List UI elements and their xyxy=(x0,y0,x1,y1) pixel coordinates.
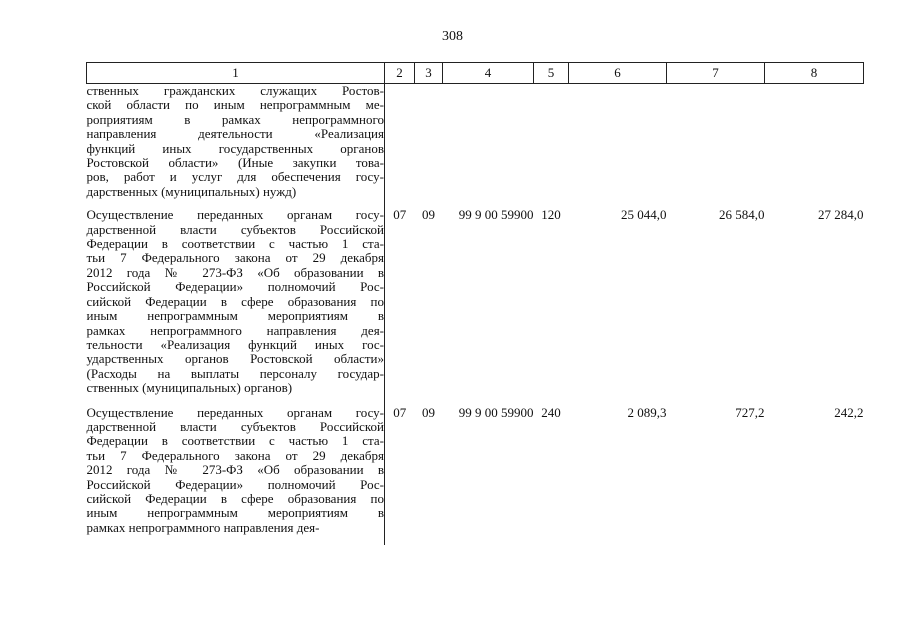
header-row xyxy=(87,63,864,84)
description-line: сийской Федерации в сфере образования по xyxy=(86,293,384,309)
description-line: Федерации в соответствии с частью 1 ста- xyxy=(86,433,384,449)
expense-description xyxy=(87,406,385,546)
table-row xyxy=(87,406,864,546)
table-row xyxy=(87,84,864,209)
description-line: ственных гражданских служащих Ростов- xyxy=(86,83,384,98)
description-line: роприятиям в рамках непрограммного xyxy=(86,111,384,127)
description-line: ударственных органов Ростовской области» xyxy=(86,351,384,367)
section-code xyxy=(385,84,415,209)
description-line: Осуществление переданных органам госу- xyxy=(86,207,384,223)
amount-col-8 xyxy=(765,84,864,209)
header-col-4: 4 xyxy=(443,63,534,84)
page-number: 308 xyxy=(442,29,463,44)
description-line: тьи 7 Федерального закона от 29 декабря xyxy=(86,447,384,463)
header-col-7: 7 xyxy=(667,63,765,84)
subsection-code: 09 xyxy=(422,207,435,223)
description-line: дарственной власти субъектов Российской xyxy=(86,221,384,237)
section-code: 07 xyxy=(393,404,407,420)
amount-col-6 xyxy=(569,84,667,209)
target-article-code: 99 9 00 59900 xyxy=(458,207,534,223)
description-line: иным непрограммным мероприятиям в xyxy=(86,505,384,521)
description-line: 2012 года № 273-ФЗ «Об образовании в xyxy=(86,462,384,478)
subsection-code: 09 xyxy=(422,404,435,420)
description-line: дарственной власти субъектов Российской xyxy=(86,418,384,434)
table-row xyxy=(87,208,864,405)
header-col-6: 6 xyxy=(569,63,667,84)
budget-table xyxy=(86,62,864,545)
amount-col-8: 242,2 xyxy=(834,404,864,420)
expense-type-code: 240 xyxy=(541,404,561,420)
description-line: ской области по иным непрограммным ме- xyxy=(86,97,384,113)
description-line: тельности «Реализация функций иных гос- xyxy=(86,336,384,352)
description-line: направления деятельности «Реализация xyxy=(86,126,384,142)
header-col-2: 2 xyxy=(385,63,415,84)
amount-col-8: 27 284,0 xyxy=(818,207,864,223)
header-col-1: 1 xyxy=(87,63,385,84)
amount-col-7: 727,2 xyxy=(735,404,765,420)
amount-col-7 xyxy=(667,84,765,209)
description-line: ров, работ и услуг для обеспечения госу- xyxy=(86,169,384,185)
description-line: Осуществление переданных органам госу- xyxy=(86,404,384,420)
expense-type-code: 120 xyxy=(541,207,561,223)
target-article-code: 99 9 00 59900 xyxy=(458,404,534,420)
description-line: ственных (муниципальных) органов) xyxy=(86,380,293,396)
header-col-3: 3 xyxy=(415,63,443,84)
amount-col-7: 26 584,0 xyxy=(719,207,765,223)
target-article-code xyxy=(443,84,534,209)
description-line: Российской Федерации» полномочий Рос- xyxy=(86,476,384,492)
description-line: сийской Федерации в сфере образования по xyxy=(86,490,384,506)
description-line: 2012 года № 273-ФЗ «Об образовании в xyxy=(86,264,384,280)
expense-description xyxy=(87,208,385,405)
description-line: рамках непрограммного направления дея- xyxy=(86,322,384,338)
description-line: Ростовской области» (Иные закупки това- xyxy=(86,155,384,171)
description-line: (Расходы на выплаты персоналу государ- xyxy=(86,365,384,381)
description-line: тьи 7 Федерального закона от 29 декабря xyxy=(86,250,384,266)
description-line: функций иных государственных органов xyxy=(86,140,384,156)
description-line: Российской Федерации» полномочий Рос- xyxy=(86,279,384,295)
description-line: рамках непрограммного направления дея- xyxy=(86,519,320,535)
description-line: Федерации в соответствии с частью 1 ста- xyxy=(86,236,384,252)
description-line: иным непрограммным мероприятиям в xyxy=(86,308,384,324)
expense-type-code xyxy=(534,84,569,209)
subsection-code xyxy=(415,84,443,209)
amount-col-6: 2 089,3 xyxy=(627,404,667,420)
header-col-8: 8 xyxy=(765,63,864,84)
description-line: дарственных (муниципальных) нужд) xyxy=(86,183,297,199)
expense-description xyxy=(87,84,385,209)
amount-col-6: 25 044,0 xyxy=(621,207,667,223)
section-code: 07 xyxy=(393,207,407,223)
header-col-5: 5 xyxy=(534,63,569,84)
